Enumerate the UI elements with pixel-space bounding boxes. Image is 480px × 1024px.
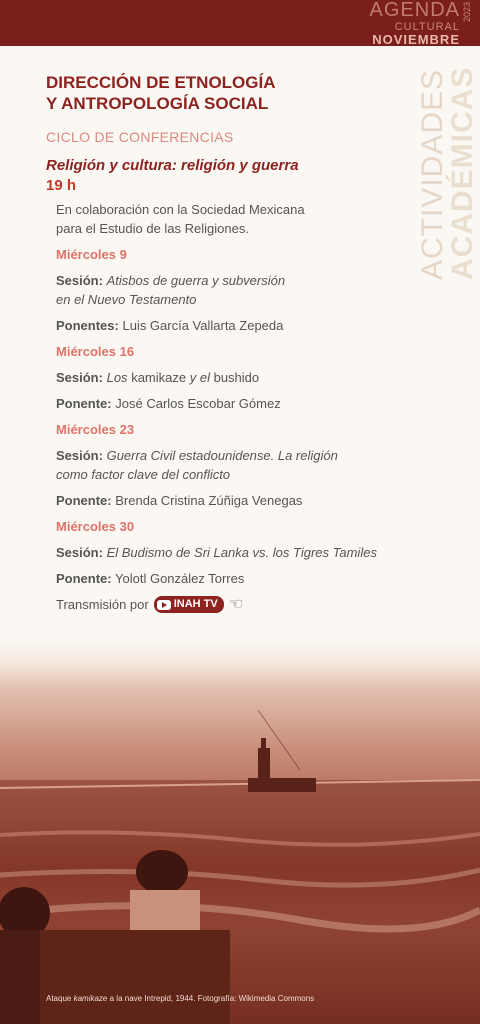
caption-part: a la nave Intrepid, 1944. Fotografía: Wikimedia Commons: [109, 994, 315, 1003]
transmission-label: Transmisión por: [56, 597, 149, 612]
collab-line-2: para el Estudio de las Religiones.: [56, 221, 249, 236]
speaker-name: José Carlos Escobar Gómez: [115, 396, 281, 411]
session-title-line-2: en el Nuevo Testamento: [56, 292, 197, 307]
session-title-line-1: El Budismo de Sri Lanka vs. los Tigres Tamiles: [106, 545, 377, 560]
cultural-word: CULTURAL: [394, 21, 460, 33]
session-title: [56, 543, 426, 562]
caption-part: Ataque: [46, 994, 72, 1003]
speaker-name: Brenda Cristina Zúñiga Venegas: [115, 493, 303, 508]
inah-tv-link[interactable]: [154, 596, 224, 613]
cycle-label: CICLO DE CONFERENCIAS: [46, 129, 234, 145]
session-title-part: y el: [189, 370, 210, 385]
session-title-part: bushido: [213, 370, 260, 385]
event-hour: 19 h: [46, 177, 77, 194]
speaker-label: Ponente:: [56, 493, 112, 508]
speaker-name: Luis García Vallarta Zepeda: [122, 318, 284, 333]
session-title: [56, 446, 426, 484]
vertical-line-2: ACADÉMICAS: [446, 66, 479, 280]
collaboration-note: [56, 200, 426, 238]
session-date: Miércoles 30: [56, 519, 135, 534]
session-title-part: Los: [106, 370, 128, 385]
kamikaze-attack-photo: [0, 630, 480, 1024]
top-fade: [0, 630, 480, 1024]
session-label: Sesión:: [56, 273, 103, 288]
event-body: [56, 200, 426, 614]
speaker-name: Yolotl González Torres: [115, 571, 245, 586]
session-title-line-1: Atisbos de guerra y subversión: [106, 273, 286, 288]
session-speaker: [56, 491, 426, 510]
session-label: Sesión:: [56, 545, 103, 560]
pointing-hand-icon: ☜: [228, 596, 244, 613]
session-label: Sesión:: [56, 370, 103, 385]
cycle-subtitle: Religión y cultura: religión y guerra: [46, 157, 299, 174]
page-title: [46, 72, 426, 114]
session-speaker: [56, 569, 426, 588]
session-speaker: [56, 316, 426, 335]
session-date: Miércoles 9: [56, 247, 127, 262]
session-title-line-1: Guerra Civil estadounidense. La religión: [106, 448, 338, 463]
session-title: [56, 271, 426, 309]
year-text: 2023: [462, 2, 472, 23]
session-date: Miércoles 23: [56, 422, 135, 437]
transmission-row: [56, 595, 426, 614]
play-icon: [157, 600, 171, 610]
caption-part: kamikaze: [73, 994, 108, 1003]
session-title-part: kamikaze: [131, 370, 187, 385]
agenda-word: AGENDA: [369, 0, 460, 21]
speaker-label: Ponente:: [56, 396, 112, 411]
session-title: [56, 368, 426, 387]
speaker-label: Ponentes:: [56, 318, 119, 333]
month-word: NOVIEMBRE: [372, 32, 460, 47]
inah-tv-badge-text: INAH TV: [173, 598, 218, 610]
session-date: Miércoles 16: [56, 344, 135, 359]
photo-caption: [46, 994, 314, 1003]
title-line-1: DIRECCIÓN DE ETNOLOGÍA: [46, 73, 276, 92]
collab-line-1: En colaboración con la Sociedad Mexicana: [56, 202, 305, 217]
section-vertical-title: [418, 50, 478, 280]
event-content: [46, 72, 426, 614]
session-speaker: [56, 394, 426, 413]
session-label: Sesión:: [56, 448, 103, 463]
photo-illustration: [0, 630, 480, 1024]
title-line-2: Y ANTROPOLOGÍA SOCIAL: [46, 94, 269, 113]
agenda-logo: [369, 0, 472, 47]
speaker-label: Ponente:: [56, 571, 112, 586]
vertical-line-1: ACTIVIDADES: [416, 68, 449, 280]
session-title-line-2: como factor clave del conflicto: [56, 467, 231, 482]
